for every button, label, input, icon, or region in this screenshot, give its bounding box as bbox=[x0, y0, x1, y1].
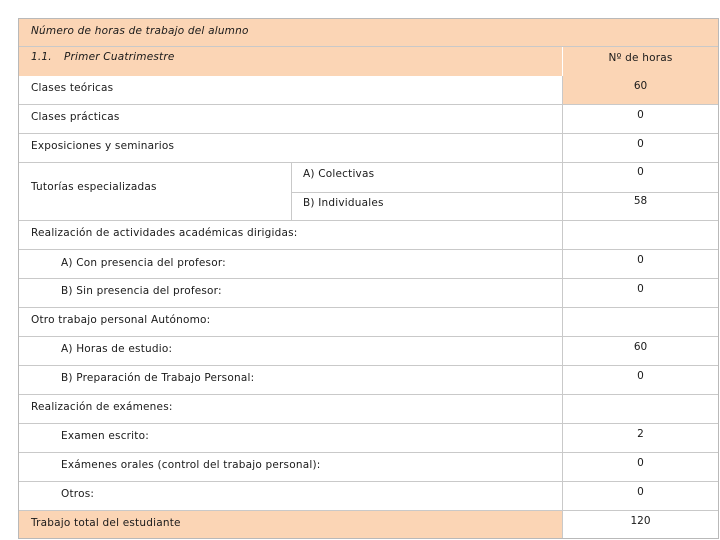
row-label: Clases teóricas bbox=[31, 82, 114, 94]
row-value: 0 bbox=[637, 166, 644, 178]
row-label: A) Horas de estudio: bbox=[61, 343, 173, 355]
table-title: Número de horas de trabajo del alumno bbox=[31, 25, 249, 37]
table-row bbox=[19, 453, 718, 482]
table-row bbox=[19, 366, 718, 395]
hours-table bbox=[18, 18, 719, 539]
table-row bbox=[19, 105, 718, 134]
row-value: 60 bbox=[633, 80, 648, 92]
row-label: Examen escrito: bbox=[61, 430, 149, 442]
table-row bbox=[19, 76, 718, 105]
sub-row-label: A) Colectivas bbox=[303, 168, 375, 180]
row-value: 60 bbox=[633, 341, 648, 353]
sub-row-label: B) Individuales bbox=[303, 197, 384, 209]
row-value: 2 bbox=[637, 428, 644, 440]
table-row bbox=[19, 424, 718, 453]
row-label: B) Preparación de Trabajo Personal: bbox=[61, 372, 255, 384]
group-header-row bbox=[19, 308, 718, 337]
table-row bbox=[19, 482, 718, 511]
table-row bbox=[19, 279, 718, 308]
section-header-row bbox=[19, 47, 718, 76]
row-label: Tutorías especializadas bbox=[31, 181, 157, 193]
row-label: B) Sin presencia del profesor: bbox=[61, 285, 222, 297]
total-row bbox=[19, 511, 718, 538]
group-label: Otro trabajo personal Autónomo: bbox=[31, 314, 211, 326]
row-value: 0 bbox=[637, 109, 644, 121]
row-label: Clases prácticas bbox=[31, 111, 120, 123]
group-header-row bbox=[19, 221, 718, 250]
row-value: 0 bbox=[637, 486, 644, 498]
row-label: Exposiciones y seminarios bbox=[31, 140, 175, 152]
row-value: 0 bbox=[637, 370, 644, 382]
section-name: Primer Cuatrimestre bbox=[64, 51, 175, 63]
group-label: Realización de exámenes: bbox=[31, 401, 173, 413]
row-value: 0 bbox=[637, 283, 644, 295]
table-row-tutorias bbox=[19, 163, 718, 221]
total-label: Trabajo total del estudiante bbox=[31, 517, 181, 529]
table-row bbox=[19, 134, 718, 163]
hours-column-header: Nº de horas bbox=[608, 52, 673, 64]
row-value: 58 bbox=[633, 195, 648, 207]
row-value: 0 bbox=[637, 457, 644, 469]
table-row bbox=[19, 337, 718, 366]
row-label: A) Con presencia del profesor: bbox=[61, 257, 226, 269]
row-value: 0 bbox=[637, 138, 644, 150]
row-value: 0 bbox=[637, 254, 644, 266]
group-header-row bbox=[19, 395, 718, 424]
section-number: 1.1. bbox=[31, 51, 52, 63]
table-row bbox=[19, 250, 718, 279]
table-title-row bbox=[19, 19, 718, 47]
row-label: Exámenes orales (control del trabajo personal): bbox=[61, 459, 321, 471]
group-label: Realización de actividades académicas dirigidas: bbox=[31, 227, 298, 239]
total-value: 120 bbox=[630, 515, 651, 527]
row-label: Otros: bbox=[61, 488, 95, 500]
